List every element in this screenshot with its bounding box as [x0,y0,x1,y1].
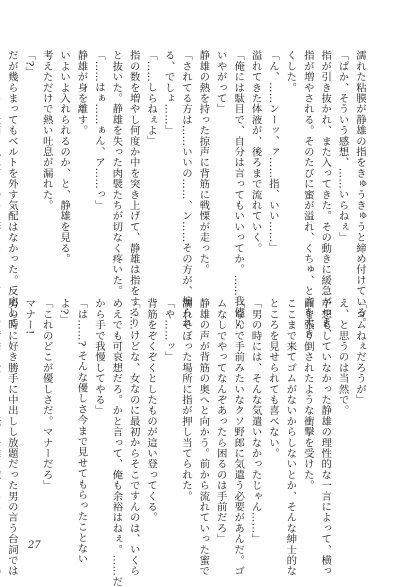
text-column: 「……しらねぇよ」 [145,50,158,147]
text-column: 「なんで手前みたいなクソ野郎に気遣う必要があんだ。ゴ [232,298,245,577]
text-column: え、と思うのは当然で。 [336,298,349,416]
page-number: 27 [28,540,41,551]
text-column: から手で我慢してやる」 [92,298,105,416]
text-column: る、でしょ……」 [162,50,175,136]
text-column: 「?」 [23,50,36,78]
text-column: 「男の時には、そんな気遣いなかったじゃん……」 [249,298,262,545]
text-column: 静雄の声が背筋の奥へと向かう。前から流れていった蜜で [197,298,210,577]
text-column: いやがって」 [214,50,227,115]
text-column: ここまで来てゴムがないからしないとか、そんな紳士的な [284,298,297,577]
text-column: 静雄の熱を持った掠声に背筋に戦慄が走った。 [197,50,210,275]
text-column: 「ん、……ンーッ、ァ……指、いい……」 [266,50,279,254]
text-column: 背筋をぞくぞくとしたものが這い登ってくる。 [145,298,158,523]
text-column: だが幾らまってもベルトを外す気配はなかった。反応して [5,50,18,329]
text-column: めえでも可哀想だろ。かと言って、俺も余裕はねぇ。……だ [110,298,123,587]
text-column: 予想もしていなかった静雄の理性的な一言によって、横っ [319,298,332,577]
text-column: ところを見せられても喜べない。 [266,298,279,459]
text-column: 指が引き抜かれ、また入ってきた。その動きに緩急がつき、 [319,50,332,339]
text-column: マナー! [23,298,36,335]
text-column: と抜いた。静雄を失った肉襞たちが切なく疼いた。 [110,50,123,297]
text-column: 濡れた粘膜が静雄の指をきゅうきゅうと締め付けている。 [354,50,366,329]
text-column: 「は……? そんな優しさ今まで見せてもらったことない [75,298,88,565]
text-column: 溢れてきた体液が、後ろまで流れていく。 [249,50,262,254]
text-column: よ?」 [58,298,71,326]
text-column: 「ぱか、そういう感想、……いらねぇ」 [336,50,349,243]
text-column: いよいよ入れられるのか、と、静雄を見る。 [58,50,71,264]
text-column: 指の数を増やし何度か中を突き上げて、静雄は指をするり [127,50,140,329]
text-column: 「これのどこが優しさだ。マナーだろ」 [40,298,53,491]
text-column: 濡れそぼった場所に指が押し当てられた。 [179,298,192,502]
text-column: 面を張り倒されたような衝撃を受けた。 [301,298,314,491]
text-column: 「……はぁ……ぁん、ア……っ」 [92,50,105,211]
text-column: 「されてる方は……いいの……、ン……その方が、煽られ [179,50,192,329]
text-column: 「俺には駄目で、自分は言ってもいいってか。……我儘い [232,50,245,329]
text-column: 考えただけで熱い吐息が漏れた。 [40,50,53,211]
text-column: 男の時に好き勝手に中出しし放題だった男の言う台詞では [5,298,18,577]
text-column: 静雄が身を離す。 [75,50,88,136]
text-column: 「ゴムねぇだろうが」 [354,298,366,405]
text-column: 「……けどな、女なのに最初からそこですんのは、いくら [127,298,140,577]
text-column: 「や……ッ」 [162,298,175,363]
text-column: 指が増やされる。そのたびに蜜が溢れ、くちゅ、と音を大き [301,50,314,339]
text-column: くした。 [284,50,297,93]
text-column: ムなしでやってなんぞあったら困るのは手前だろ」 [214,298,227,545]
